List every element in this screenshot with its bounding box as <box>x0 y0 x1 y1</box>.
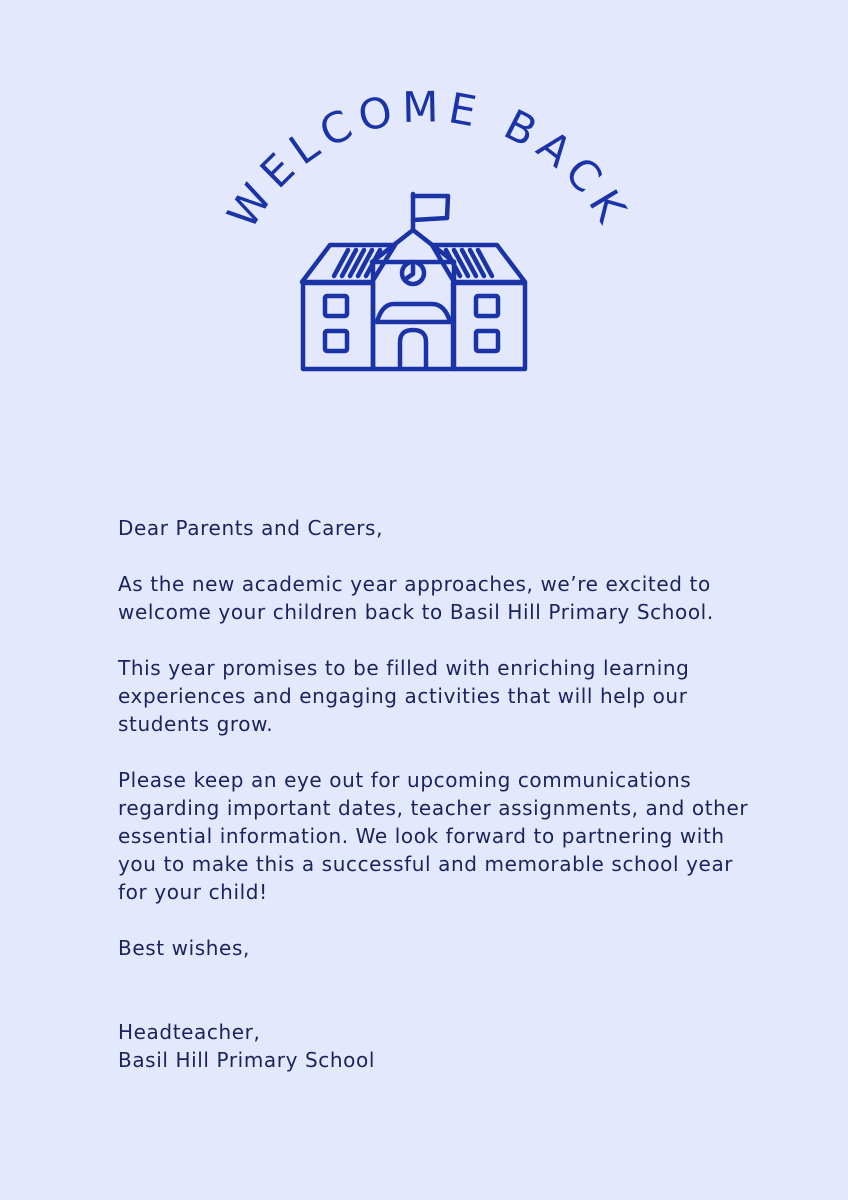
letter-greeting: Dear Parents and Carers, <box>118 516 384 540</box>
letter-paragraph-2: This year promises to be filled with enriching learning experiences and engaging activities that will help our students grow. <box>118 656 690 736</box>
welcome-header <box>0 0 848 420</box>
signature-organization: Basil Hill Primary School <box>118 1048 375 1072</box>
letter-closing: Best wishes, <box>118 936 250 960</box>
welcome-back-arc-textpath: WELCOME BACK <box>217 82 640 238</box>
school-building-icon <box>302 194 525 369</box>
signature-title: Headteacher, <box>118 1020 261 1044</box>
letter-paragraph-3: Please keep an eye out for upcoming communications regarding important dates, teacher assignments, and other essential information. We look forward to partnering with you to make this a successful and memorable school year for your child! <box>118 768 749 904</box>
welcome-back-arc-text <box>218 82 640 237</box>
letter-paragraph-1: As the new academic year approaches, we’re excited to welcome your children back to Basil Hill Primary School. <box>118 572 714 624</box>
letter-signature <box>118 1018 758 1074</box>
welcome-header-graphic <box>0 0 848 420</box>
letter-body <box>118 514 758 1074</box>
